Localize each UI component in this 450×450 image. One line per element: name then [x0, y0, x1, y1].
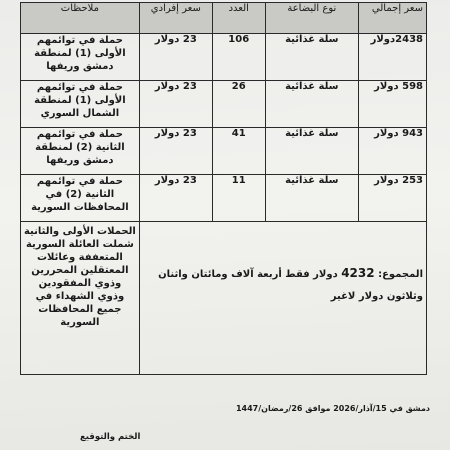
table-row	[21, 81, 427, 128]
row-count: 106	[212, 34, 265, 81]
row-notes: حملة في توائمهم الثانية (2) في المحافظات السورية	[21, 175, 140, 222]
row-unit-price: 23 دولار	[139, 128, 212, 175]
row-unit-price: 23 دولار	[139, 81, 212, 128]
row-total-price: 253 دولار	[359, 175, 427, 222]
row-notes: حملة في توائمهم الأولى (1) لمنطقة دمشق وريفها	[21, 34, 140, 81]
total-label: المجموع:	[378, 269, 423, 280]
table-header-row	[21, 3, 427, 34]
row-unit-price: 23 دولار	[139, 34, 212, 81]
header-total-price: سعر إجمالي	[359, 3, 427, 34]
header-unit-price: سعر إفرادي	[139, 3, 212, 34]
row-goods-type: سلة غذائية	[265, 81, 358, 128]
row-goods-type: سلة غذائية	[265, 34, 358, 81]
table-row	[21, 175, 427, 222]
distribution-table	[20, 2, 427, 375]
row-total-price: 2438دولار	[359, 34, 427, 81]
stamp-and-signature-label: الختم والتوقيع	[80, 432, 141, 442]
row-total-price: 598 دولار	[359, 81, 427, 128]
table-row	[21, 34, 427, 81]
table-row	[21, 128, 427, 175]
total-amount: 4232	[341, 266, 375, 280]
date-line: دمشق في 15/آذار/2026 موافق 26/رمضان/1447	[235, 404, 430, 413]
row-count: 11	[212, 175, 265, 222]
row-notes: حملة في توائمهم الأولى (1) لمنطقة الشمال السوري	[21, 81, 140, 128]
row-goods-type: سلة غذائية	[265, 128, 358, 175]
row-unit-price: 23 دولار	[139, 175, 212, 222]
row-count: 41	[212, 128, 265, 175]
row-count: 26	[212, 81, 265, 128]
header-notes: ملاحظات	[21, 3, 140, 34]
summary-note: الحملات الأولى والثانية شملت العائلة السورية المتعففة وعائلات المعتقلين المحررين وذوي المفقودين وذوي الشهداء في جميع المحافظات السورية	[21, 222, 140, 375]
row-total-price: 943 دولار	[359, 128, 427, 175]
grand-total	[139, 222, 426, 375]
row-goods-type: سلة غذائية	[265, 175, 358, 222]
table-summary-row	[21, 222, 427, 375]
header-count: العدد	[212, 3, 265, 34]
row-notes: حملة في توائمهم الثانية (2) لمنطقة دمشق وريفها	[21, 128, 140, 175]
total-in-words: دولار فقط أربعة آلاف ومائتان واثنان وثلاثون دولار لاغير	[158, 269, 423, 302]
header-goods-type: نوع البضاعة	[265, 3, 358, 34]
